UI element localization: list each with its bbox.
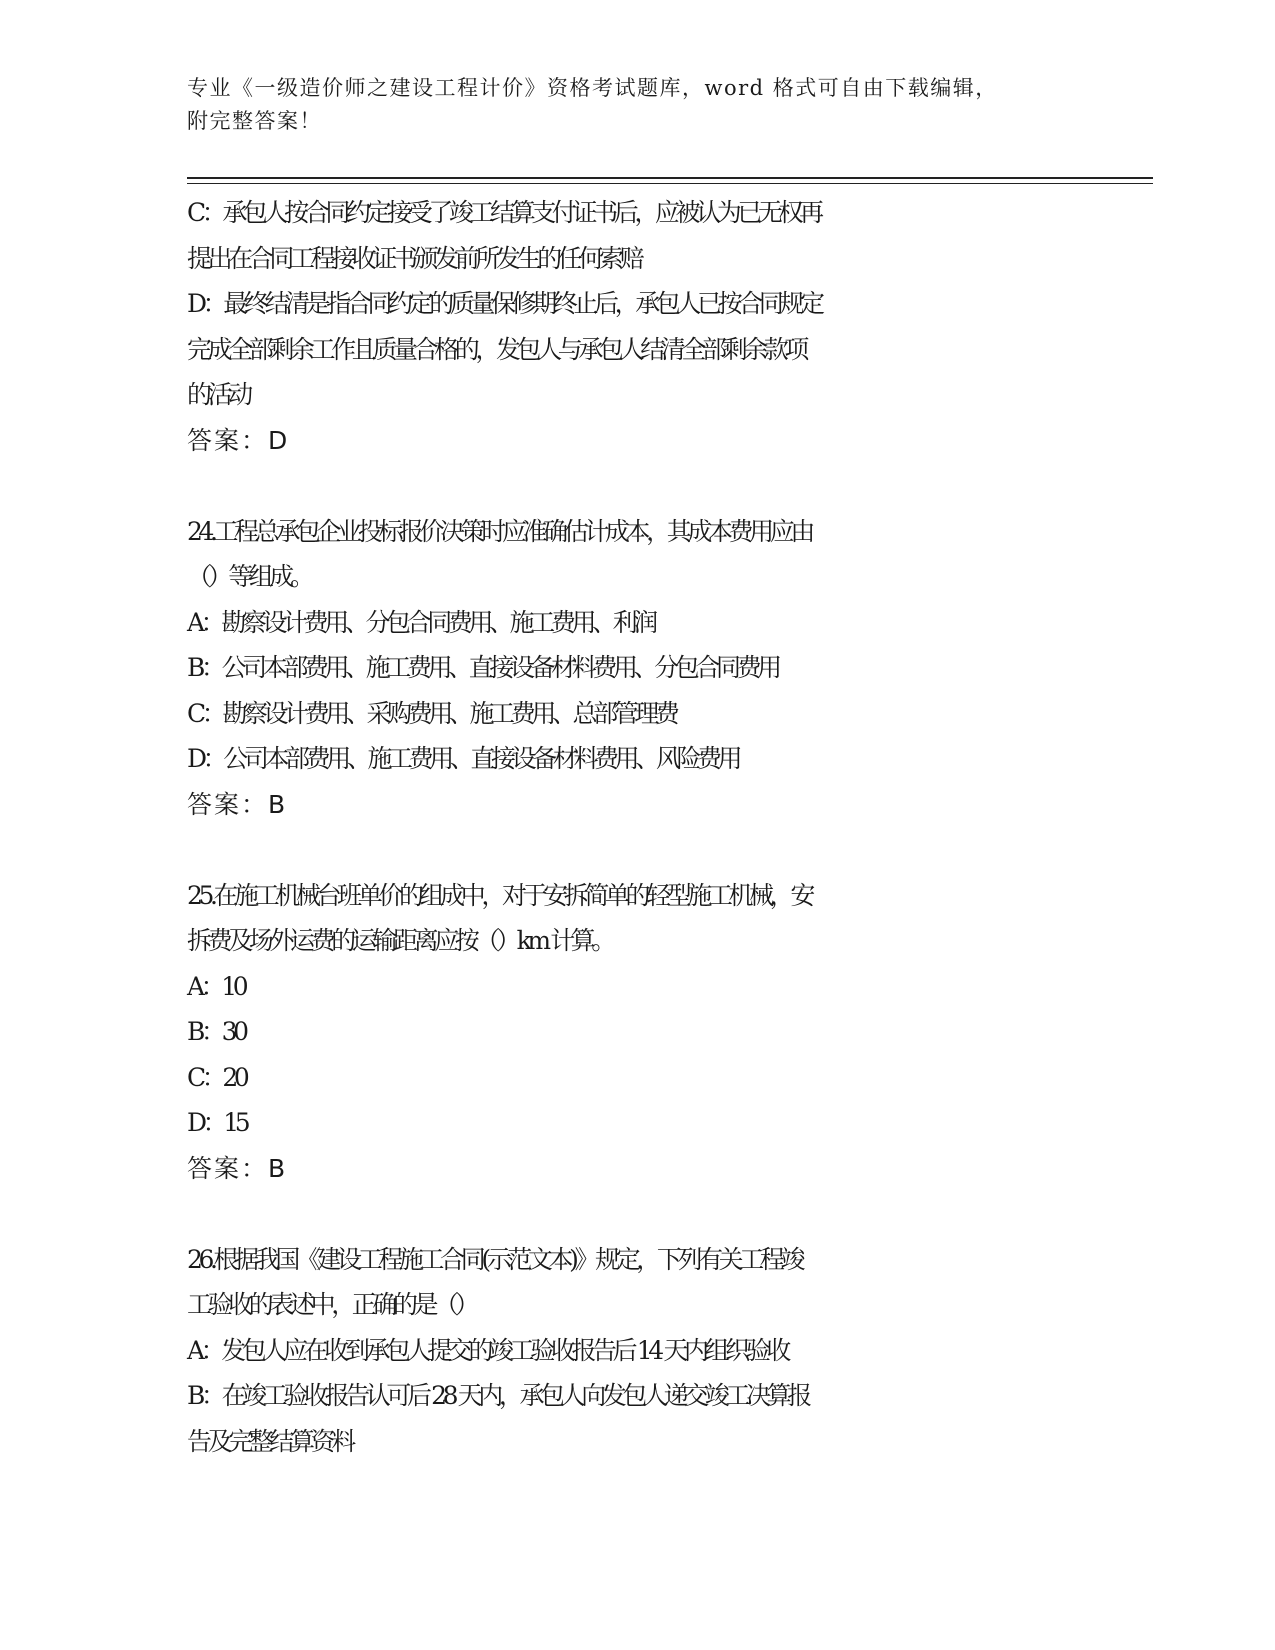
question-26 bbox=[187, 1237, 1087, 1465]
question-spacer bbox=[187, 1191, 1087, 1237]
q24-stem-line-1: 24.工程总承包企业投标报价决策时应准确估计成本，其成本费用应由 bbox=[187, 516, 811, 546]
q24-option-b: B：公司本部费用、施工费用、直接设备材料费用、分包合同费用 bbox=[187, 653, 778, 682]
q24-option-a: A：勘察设计费用、分包合同费用、施工费用、利润 bbox=[187, 607, 654, 637]
question-list bbox=[187, 190, 1087, 1464]
q23-option-c-line-2: 提出在合同工程接收证书颁发前所发生的任何索赔 bbox=[187, 243, 641, 273]
header-line-1: 专业《一级造价师之建设工程计价》资格考试题库，word 格式可自由下载编辑， bbox=[187, 76, 998, 100]
page-header bbox=[187, 72, 1067, 138]
q23-option-c-line-1: C：承包人按合同约定接受了竣工结算支付证书后，应被认为已无权再 bbox=[187, 198, 820, 227]
q23-answer: 答案：D bbox=[187, 425, 290, 455]
q24-option-d: D：公司本部费用、施工费用、直接设备材料费用、风险费用 bbox=[187, 744, 739, 773]
question-spacer bbox=[187, 827, 1087, 873]
header-divider-thick bbox=[187, 177, 1153, 179]
q25-option-c: C：20 bbox=[187, 1062, 246, 1092]
q26-option-b-line-2: 告及完整结算资料 bbox=[187, 1426, 352, 1456]
q25-stem-line-2: 拆费及场外运费的运输距离应按（）km 计算。 bbox=[187, 926, 613, 955]
q26-stem-line-2: 工验收的表述中，正确的是（） bbox=[187, 1290, 476, 1319]
q24-stem-line-2: （）等组成。 bbox=[187, 562, 311, 591]
q25-stem-line-1: 25.在施工机械台班单价的组成中，对于安拆简单的轻型施工机械，安 bbox=[187, 880, 811, 910]
q23-option-d-line-3: 的活动 bbox=[187, 380, 249, 409]
q24-answer: 答案：B bbox=[187, 789, 288, 819]
question-spacer bbox=[187, 463, 1087, 509]
question-25 bbox=[187, 873, 1087, 1192]
q26-stem-line-1: 26.根据我国《建设工程施工合同(示范文本)》规定，下列有关工程竣 bbox=[187, 1244, 802, 1274]
header-line-2: 附完整答案！ bbox=[187, 109, 322, 133]
q25-option-a: A：10 bbox=[187, 971, 245, 1001]
q23-option-d-line-2: 完成全部剩余工作且质量合格的，发包人与承包人结清全部剩余款项 bbox=[187, 334, 806, 364]
q25-option-b: B：30 bbox=[187, 1017, 245, 1046]
q23-option-d-line-1: D：最终结清是指合同约定的质量保修期终止后，承包人已按合同规定 bbox=[187, 289, 821, 318]
question-24 bbox=[187, 509, 1087, 828]
q24-option-c: C：勘察设计费用、采购费用、施工费用、总部管理费 bbox=[187, 698, 676, 728]
question-23 bbox=[187, 190, 1087, 463]
q26-option-b-line-1: B：在竣工验收报告认可后 28 天内，承包人向发包人递交竣工决算报 bbox=[187, 1381, 808, 1410]
q25-option-d: D：15 bbox=[187, 1108, 247, 1137]
q25-answer: 答案：B bbox=[187, 1153, 288, 1183]
q26-option-a: A：发包人应在收到承包人提交的竣工验收报告后 14 天内组织验收 bbox=[187, 1335, 787, 1365]
header-divider-thin bbox=[187, 183, 1153, 184]
